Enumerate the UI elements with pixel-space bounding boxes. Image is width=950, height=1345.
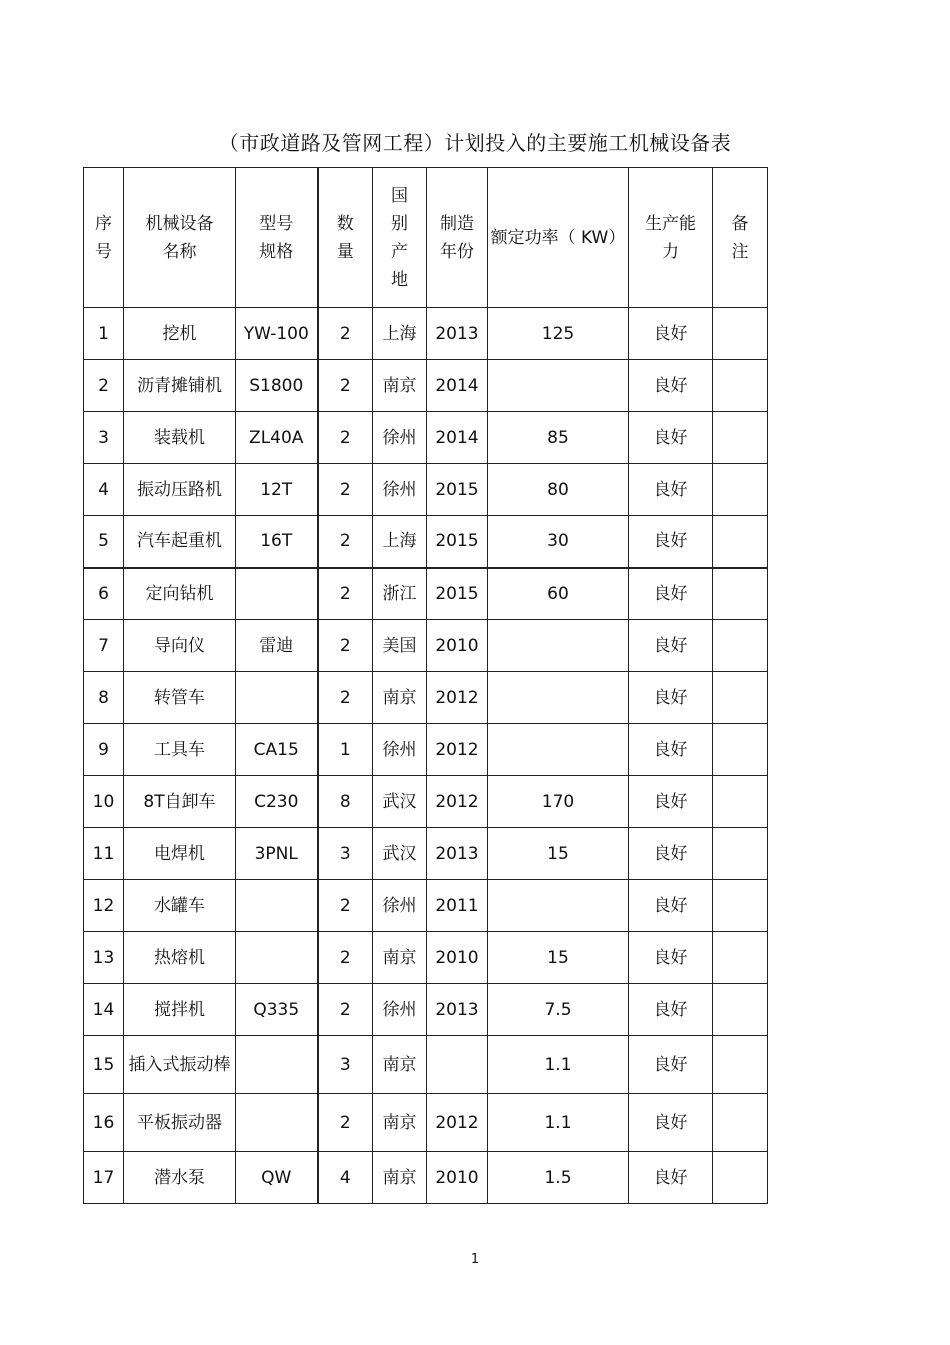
cell-name: 搅拌机 [124,984,236,1036]
cell-year: 2015 [427,464,488,516]
cell-model: 雷迪 [236,620,318,672]
cell-model [236,672,318,724]
cell-model [236,568,318,620]
page-number: 1 [470,1252,480,1267]
cell-no: 17 [84,1152,124,1204]
cell-qty: 2 [318,984,373,1036]
cell-remark [713,672,768,724]
cell-power [488,724,629,776]
cell-power: 1.5 [488,1152,629,1204]
cell-no: 8 [84,672,124,724]
cell-name: 插入式振动棒 [124,1036,236,1094]
cell-name: 平板振动器 [124,1094,236,1152]
cell-qty: 2 [318,308,373,360]
cell-capacity: 良好 [629,1036,713,1094]
cell-capacity: 良好 [629,984,713,1036]
cell-no: 4 [84,464,124,516]
cell-qty: 2 [318,412,373,464]
cell-capacity: 良好 [629,568,713,620]
cell-origin: 徐州 [373,464,427,516]
cell-name: 导向仪 [124,620,236,672]
cell-name: 工具车 [124,724,236,776]
table-row [84,984,768,1036]
cell-name: 潜水泵 [124,1152,236,1204]
cell-capacity: 良好 [629,620,713,672]
cell-origin: 南京 [373,1094,427,1152]
cell-capacity: 良好 [629,464,713,516]
table-row [84,1036,768,1094]
cell-remark [713,464,768,516]
cell-origin: 南京 [373,1152,427,1204]
cell-capacity: 良好 [629,516,713,568]
cell-remark [713,724,768,776]
cell-power [488,672,629,724]
cell-origin: 美国 [373,620,427,672]
cell-name: 转管车 [124,672,236,724]
cell-no: 1 [84,308,124,360]
cell-name: 8T自卸车 [124,776,236,828]
cell-no: 12 [84,880,124,932]
cell-name: 定向钻机 [124,568,236,620]
cell-power: 30 [488,516,629,568]
cell-origin: 徐州 [373,880,427,932]
cell-origin: 武汉 [373,828,427,880]
cell-no: 5 [84,516,124,568]
cell-capacity: 良好 [629,1094,713,1152]
cell-year: 2012 [427,776,488,828]
cell-capacity: 良好 [629,828,713,880]
cell-qty: 2 [318,672,373,724]
cell-origin: 徐州 [373,984,427,1036]
cell-qty: 2 [318,464,373,516]
cell-year: 2013 [427,984,488,1036]
cell-year: 2010 [427,932,488,984]
cell-name: 汽车起重机 [124,516,236,568]
cell-remark [713,620,768,672]
cell-origin: 浙江 [373,568,427,620]
cell-qty: 4 [318,1152,373,1204]
cell-power: 125 [488,308,629,360]
cell-origin: 上海 [373,308,427,360]
cell-capacity: 良好 [629,776,713,828]
table-row [84,1094,768,1152]
equipment-table [83,167,768,1204]
table-row [84,308,768,360]
cell-origin: 南京 [373,672,427,724]
cell-capacity: 良好 [629,360,713,412]
cell-remark [713,412,768,464]
cell-year: 2015 [427,516,488,568]
cell-model: C230 [236,776,318,828]
cell-capacity: 良好 [629,880,713,932]
cell-year: 2012 [427,672,488,724]
table-row [84,828,768,880]
cell-no: 6 [84,568,124,620]
cell-year: 2010 [427,620,488,672]
cell-model: S1800 [236,360,318,412]
cell-model: ZL40A [236,412,318,464]
cell-qty: 2 [318,568,373,620]
cell-origin: 南京 [373,1036,427,1094]
cell-capacity: 良好 [629,1152,713,1204]
cell-remark [713,828,768,880]
cell-qty: 2 [318,880,373,932]
cell-remark [713,984,768,1036]
cell-model: 16T [236,516,318,568]
header-remark: 备 注 [713,168,768,308]
header-name: 机械设备 名称 [124,168,236,308]
cell-qty: 3 [318,828,373,880]
cell-capacity: 良好 [629,412,713,464]
cell-model [236,1094,318,1152]
cell-qty: 2 [318,932,373,984]
cell-capacity: 良好 [629,724,713,776]
cell-remark [713,308,768,360]
table-row [84,516,768,568]
cell-qty: 8 [318,776,373,828]
cell-origin: 上海 [373,516,427,568]
cell-capacity: 良好 [629,308,713,360]
cell-model: YW-100 [236,308,318,360]
cell-remark [713,1152,768,1204]
cell-remark [713,360,768,412]
cell-year: 2012 [427,724,488,776]
cell-name: 振动压路机 [124,464,236,516]
cell-capacity: 良好 [629,932,713,984]
header-origin: 国 别 产 地 [373,168,427,308]
table-row [84,880,768,932]
cell-year: 2011 [427,880,488,932]
cell-remark [713,1036,768,1094]
cell-no: 13 [84,932,124,984]
table-row [84,568,768,620]
cell-power: 1.1 [488,1094,629,1152]
cell-qty: 2 [318,360,373,412]
cell-year: 2013 [427,308,488,360]
header-power: 额定功率（ KW） [488,168,629,308]
cell-no: 15 [84,1036,124,1094]
cell-model [236,1036,318,1094]
cell-model: 3PNL [236,828,318,880]
cell-year: 2014 [427,412,488,464]
cell-power: 170 [488,776,629,828]
cell-remark [713,932,768,984]
cell-origin: 徐州 [373,724,427,776]
cell-name: 挖机 [124,308,236,360]
cell-year [427,1036,488,1094]
cell-power: 85 [488,412,629,464]
cell-year: 2012 [427,1094,488,1152]
cell-origin: 武汉 [373,776,427,828]
cell-no: 7 [84,620,124,672]
cell-model [236,880,318,932]
cell-name: 装载机 [124,412,236,464]
header-capacity: 生产能 力 [629,168,713,308]
cell-no: 14 [84,984,124,1036]
cell-power: 15 [488,828,629,880]
cell-remark [713,568,768,620]
cell-power: 15 [488,932,629,984]
cell-no: 2 [84,360,124,412]
table-row [84,932,768,984]
header-row [84,168,768,308]
cell-no: 16 [84,1094,124,1152]
cell-qty: 2 [318,1094,373,1152]
page-title: （市政道路及管网工程）计划投入的主要施工机械设备表 [218,131,732,155]
cell-power: 1.1 [488,1036,629,1094]
cell-origin: 南京 [373,932,427,984]
cell-model: QW [236,1152,318,1204]
cell-model [236,932,318,984]
cell-no: 3 [84,412,124,464]
cell-power [488,360,629,412]
cell-year: 2015 [427,568,488,620]
cell-name: 热熔机 [124,932,236,984]
cell-power [488,620,629,672]
cell-name: 沥青摊铺机 [124,360,236,412]
table-row [84,464,768,516]
cell-no: 9 [84,724,124,776]
table-row [84,412,768,464]
cell-year: 2014 [427,360,488,412]
cell-year: 2010 [427,1152,488,1204]
table-row [84,776,768,828]
cell-no: 10 [84,776,124,828]
cell-power: 60 [488,568,629,620]
cell-power [488,880,629,932]
cell-model: 12T [236,464,318,516]
table-row [84,672,768,724]
cell-no: 11 [84,828,124,880]
table-row [84,724,768,776]
cell-power: 80 [488,464,629,516]
cell-model: Q335 [236,984,318,1036]
cell-qty: 2 [318,620,373,672]
cell-name: 水罐车 [124,880,236,932]
cell-model: CA15 [236,724,318,776]
cell-origin: 徐州 [373,412,427,464]
cell-qty: 2 [318,516,373,568]
header-model: 型号 规格 [236,168,318,308]
cell-capacity: 良好 [629,672,713,724]
cell-remark [713,776,768,828]
header-qty: 数 量 [318,168,373,308]
header-year: 制造 年份 [427,168,488,308]
table-row [84,620,768,672]
cell-origin: 南京 [373,360,427,412]
cell-qty: 1 [318,724,373,776]
cell-qty: 3 [318,1036,373,1094]
cell-remark [713,1094,768,1152]
cell-remark [713,880,768,932]
cell-name: 电焊机 [124,828,236,880]
table-row [84,360,768,412]
cell-remark [713,516,768,568]
header-no: 序 号 [84,168,124,308]
table-row [84,1152,768,1204]
cell-power: 7.5 [488,984,629,1036]
cell-year: 2013 [427,828,488,880]
